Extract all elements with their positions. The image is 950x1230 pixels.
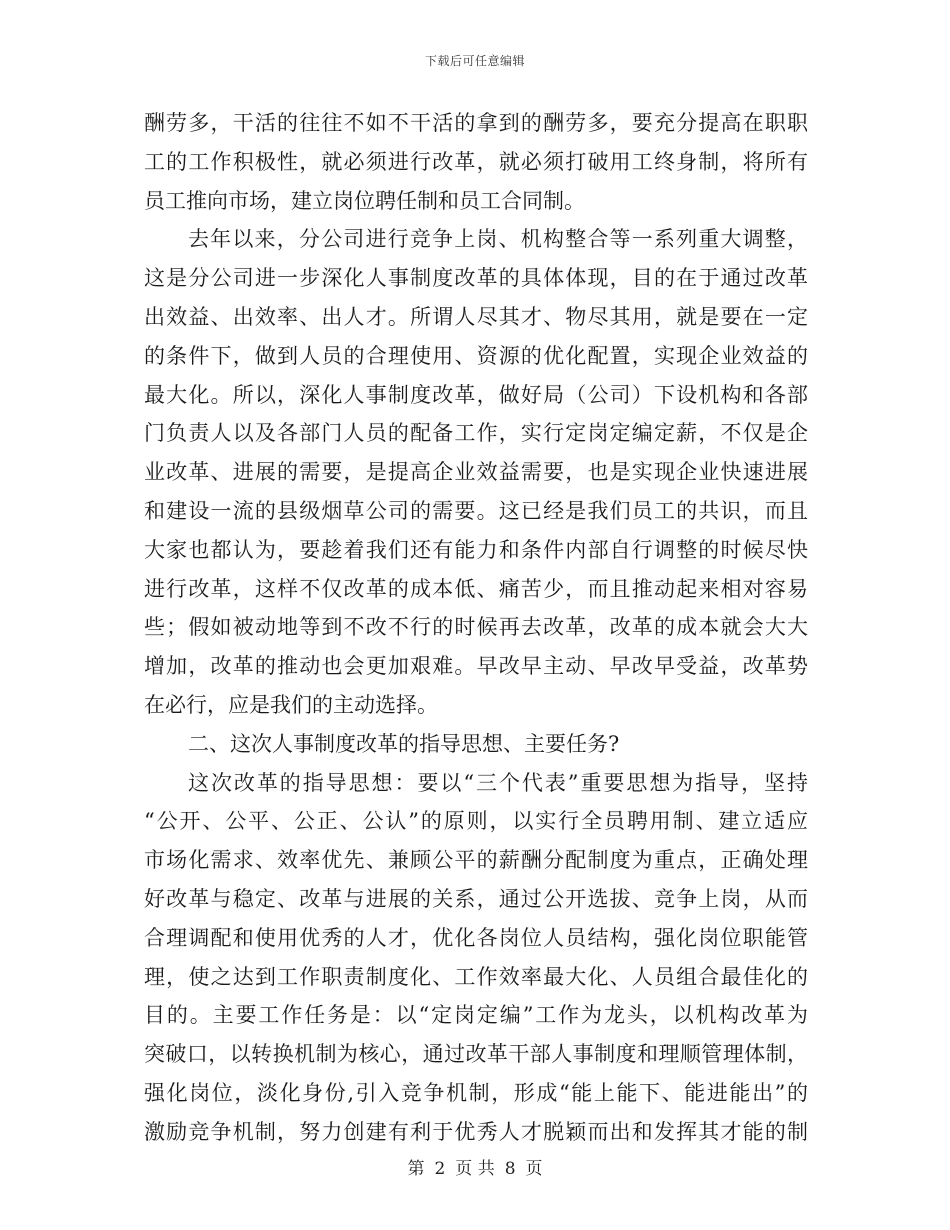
section-heading: 二、这次人事制度改革的指导思想、主要任务? [188,731,620,756]
text-line: 在必行，应是我们的主动选择。 [144,692,438,717]
text-line: 目的。主要工作任务是：以“定岗定编”工作为龙头，以机构改革为 [144,1003,808,1028]
text-line: 激励竞争机制，努力创建有利于优秀人才脱颖而出和发挥其才能的制 [144,1119,808,1144]
text-line: 工的工作积极性，就必须进行改革，就必须打破用工终身制，将所有 [144,149,808,174]
text-line: 市场化需求、效率优先、兼顾公平的薪酬分配制度为重点，正确处理 [144,848,808,873]
text-line: 理，使之达到工作职责制度化、工作效率最大化、人员组合最佳化的 [144,964,808,989]
page-label-prefix: 第 [407,1159,425,1179]
document-body [144,104,808,1152]
text-line: 好改革与稳定、改革与进展的关系，通过公开选拔、竞争上岗，从而 [144,886,808,911]
page-header: 下载后可任意编辑 [424,54,525,68]
text-line: 这是分公司进一步深化人事制度改革的具体体现，目的在于通过改革 [144,266,808,291]
text-line: 去年以来，分公司进行竞争上岗、机构整合等一系列重大调整， [188,227,808,252]
page-label-suffix: 页 [525,1159,543,1179]
page-number: 2 [434,1159,446,1179]
text-line: 酬劳多，干活的往往不如不干活的拿到的酬劳多，要充分提高在职职 [144,111,808,135]
text-line: 门负责人以及各部门人员的配备工作，实行定岗定编定薪，不仅是企 [144,421,808,446]
text-line: 合理调配和使用优秀的人才，优化各岗位人员结构，强化岗位职能管 [144,925,808,950]
text-line: “公开、公平、公正、公认”的原则，以实行全员聘用制、建立适应 [144,809,808,834]
text-line: 出效益、出效率、出人才。所谓人尽其才、物尽其用，就是要在一定 [144,304,808,329]
text-line: 大家也都认为，要趁着我们还有能力和条件内部自行调整的时候尽快 [144,537,808,562]
page-total: 8 [504,1159,516,1179]
text-line: 进行改革，这样不仅改革的成本低、痛苦少，而且推动起来相对容易 [144,576,808,601]
text-line: 些；假如被动地等到不改不行的时候再去改革，改革的成本就会大大 [144,615,808,640]
page-label-middle: 页 共 [455,1159,495,1179]
text-line: 的条件下，做到人员的合理使用、资源的优化配置，实现企业效益的 [144,343,808,368]
text-line: 员工推向市场，建立岗位聘任制和员工合同制。 [144,188,585,213]
text-line: 最大化。所以，深化人事制度改革，做好局（公司）下设机构和各部 [144,382,808,407]
text-line: 业改革、进展的需要，是提高企业效益需要，也是实现企业快速进展 [144,460,808,485]
page-footer [0,1154,950,1179]
text-line: 增加，改革的推动也会更加艰难。早改早主动、早改早受益，改革势 [144,654,808,679]
text-line: 这次改革的指导思想：要以“三个代表”重要思想为指导，坚持 [188,770,808,795]
text-line: 突破口，以转换机制为核心，通过改革干部人事制度和理顺管理体制， [144,1042,808,1067]
text-line: 和建设一流的县级烟草公司的需要。这已经是我们员工的共识，而且 [144,498,808,523]
text-line: 强化岗位，淡化身份,引入竞争机制，形成“能上能下、能进能出”的 [144,1080,808,1105]
